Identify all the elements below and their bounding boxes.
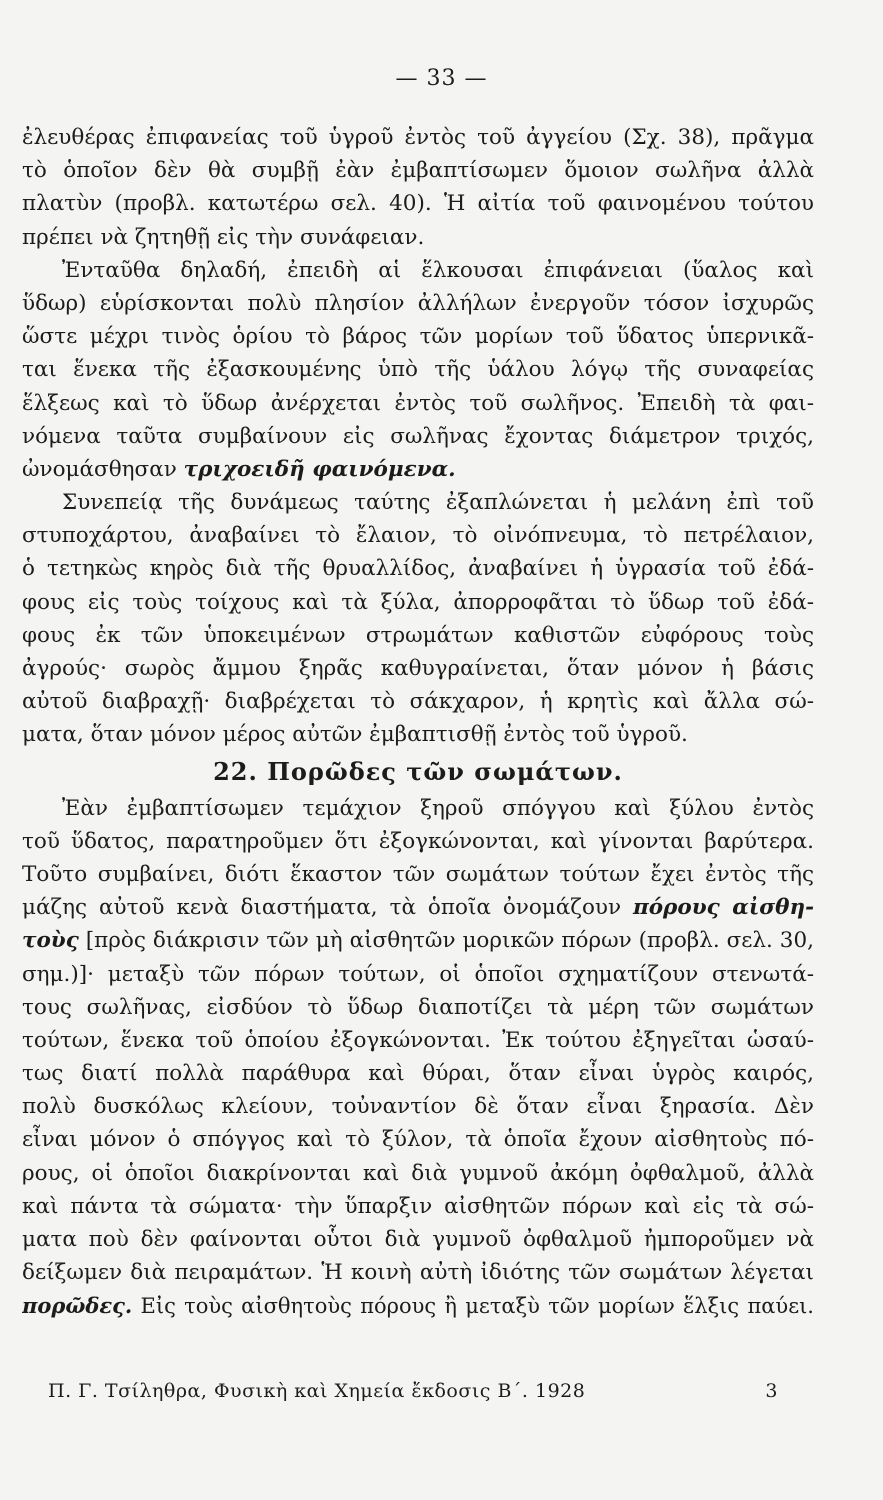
text-line: καὶ πάντα τὰ σώματα· τὴν ὕπαρξιν αἰσθητῶν πόρων καὶ εἰς τὰ σώ-: [22, 1193, 814, 1219]
signature-mark: 3: [765, 1380, 778, 1402]
text-line: εἶναι μόνον ὁ σπόγγος καὶ τὸ ξύλον, τὰ ὁποῖα ἔχουν αἰσθητοὺς πό-: [22, 1127, 814, 1153]
text-line: τους σωλῆνας, εἰσδύον τὸ ὕδωρ διαποτίζει τὰ μέρη τῶν σωμάτων: [22, 994, 814, 1020]
text-line: νόμενα ταῦτα συμβαίνουν εἰς σωλῆνας ἔχοντας διάμετρον τριχός,: [22, 423, 814, 449]
text-line: τούτων, ἕνεκα τοῦ ὁποίου ἐξογκώνονται. Ἐκ τούτου ἐξηγεῖται ὡσαύ-: [22, 1027, 814, 1053]
text-line: [22, 453, 814, 486]
text-line: [22, 924, 814, 957]
text-line: [22, 891, 814, 924]
text-line: Τοῦτο συμβαίνει, διότι ἕκαστον τῶν σωμάτων τούτων ἔχει ἐντὸς τῆς: [22, 861, 814, 887]
text-line: ματα, ὅταν μόνον μέρος αὐτῶν ἐμβαπτισθῇ ἐντὸς τοῦ ὑγροῦ.: [22, 722, 688, 748]
page-footer: [48, 1380, 778, 1402]
text-line: ὕδωρ) εὑρίσκονται πολὺ πλησίον ἀλλήλων ἐνεργοῦν τόσον ἰσχυρῶς: [22, 290, 814, 316]
text-line: ὥστε μέχρι τινὸς ὁρίου τὸ βάρος τῶν μορίων τοῦ ὕδατος ὑπερνικᾶ-: [22, 324, 814, 350]
text-line: ρους, οἱ ὁποῖοι διακρίνονται καὶ διὰ γυμνοῦ ἀκόμη ὀφθαλμοῦ, ἀλλὰ: [22, 1160, 814, 1186]
text-line: Ἐὰν ἐμβαπτίσωμεν τεμάχιον ξηροῦ σπόγγου καὶ ξύλου ἐντὸς: [62, 795, 814, 821]
text-line: πρέπει νὰ ζητηθῇ εἰς τὴν συνάφειαν.: [22, 224, 425, 250]
text-line: ἀγρούς· σωρὸς ἄμμου ξηρᾶς καθυγραίνεται, ὅταν μόνον ἡ βάσις: [22, 656, 814, 681]
emphasized-term: πόρους αἰσθη-: [632, 895, 814, 921]
text-line: τως διατί πολλὰ παράθυρα καὶ θύραι, ὅταν εἶναι ὑγρὸς καιρός,: [22, 1061, 814, 1087]
text-segment: ὠνομάσθησαν: [22, 456, 177, 482]
text-line: πολὺ δυσκόλως κλείουν, τοὐναντίον δὲ ὅταν εἶναι ξηρασία. Δὲν: [22, 1094, 814, 1120]
text-line: στυποχάρτου, ἀναβαίνει τὸ ἔλαιον, τὸ οἰνόπνευμα, τὸ πετρέλαιον,: [22, 523, 814, 549]
text-line: σημ.)]· μεταξὺ τῶν πόρων τούτων, οἱ ὁποῖοι σχηματίζουν στενωτά-: [22, 961, 814, 987]
body-text: [22, 121, 814, 1323]
text-line: δείξωμεν διὰ πειραμάτων. Ἡ κοινὴ αὐτὴ ἰδιότης τῶν σωμάτων λέγεται: [22, 1260, 814, 1286]
emphasized-term: πορῶδες.: [22, 1293, 133, 1319]
footer-citation: Π. Γ. Τσίληθρα, Φυσικὴ καὶ Χημεία ἔκδοσις Β΄. 1928: [48, 1380, 586, 1402]
text-line: πλατὺν (προβλ. κατωτέρω σελ. 40). Ἡ αἰτία τοῦ φαινομένου τούτου: [22, 191, 814, 217]
text-line: τοῦ ὕδατος, παρατηροῦμεν ὅτι ἐξογκώνονται, καὶ γίνονται βαρύτερα.: [22, 828, 814, 854]
text-line: ματα ποὺ δὲν φαίνονται οὗτοι διὰ γυμνοῦ ὀφθαλμοῦ ἠμποροῦμεν νὰ: [22, 1227, 814, 1252]
text-line: ὁ τετηκὼς κηρὸς διὰ τῆς θρυαλλίδος, ἀναβαίνει ἡ ὑγρασία τοῦ ἐδά-: [22, 556, 814, 582]
text-line: Συνεπείᾳ τῆς δυνάμεως ταύτης ἐξαπλώνεται ἡ μελάνη ἐπὶ τοῦ: [62, 490, 814, 516]
text-line: φους εἰς τοὺς τοίχους καὶ τὰ ξύλα, ἀπορροφᾶται τὸ ὕδωρ τοῦ ἐδά-: [22, 589, 814, 615]
text-line: τὸ ὁποῖον δὲν θὰ συμβῇ ἐὰν ἐμβαπτίσωμεν ὅμοιον σωλῆνα ἀλλὰ: [22, 158, 814, 184]
emphasized-term: τοὺς: [22, 928, 79, 954]
text-segment: μάζης αὐτοῦ κενὰ διαστήματα, τὰ ὁποῖα ὀνομάζουν: [22, 895, 622, 921]
text-line: Ἐνταῦθα δηλαδή, ἐπειδὴ αἱ ἕλκουσαι ἐπιφάνειαι (ὕαλος καὶ: [62, 257, 814, 283]
text-line: ἐλευθέρας ἐπιφανείας τοῦ ὑγροῦ ἐντὸς τοῦ ἀγγείου (Σχ. 38), πρᾶγμα: [22, 125, 814, 150]
text-line: [22, 1289, 814, 1322]
text-line: ἕλξεως καὶ τὸ ὕδωρ ἀνέρχεται ἐντὸς τοῦ σωλῆνος. Ἐπειδὴ τὰ φαι-: [22, 390, 814, 416]
text-line: αὐτοῦ διαβραχῇ· διαβρέχεται τὸ σάκχαρον, ἡ κρητὶς καὶ ἄλλα σώ-: [22, 689, 814, 715]
text-segment: Εἰς τοὺς αἰσθητοὺς πόρους ἢ μεταξὺ τῶν μορίων ἕλξις παύει.: [140, 1294, 814, 1319]
text-segment: [πρὸς διάκρισιν τῶν μὴ αἰσθητῶν μορικῶν πόρων (προβλ. σελ. 30,: [85, 928, 814, 954]
section-heading: 22. Πορῶδες τῶν σωμάτων.: [213, 756, 623, 786]
text-line: ται ἕνεκα τῆς ἐξασκουμένης ὑπὸ τῆς ὑάλου λόγῳ τῆς συναφείας: [22, 357, 814, 383]
text-line: φους ἐκ τῶν ὑποκειμένων στρωμάτων καθιστῶν εὐφόρους τοὺς: [22, 622, 814, 648]
emphasized-term: τριχοειδῆ φαινόμενα.: [183, 456, 456, 482]
page-number: — 33 —: [395, 66, 488, 91]
